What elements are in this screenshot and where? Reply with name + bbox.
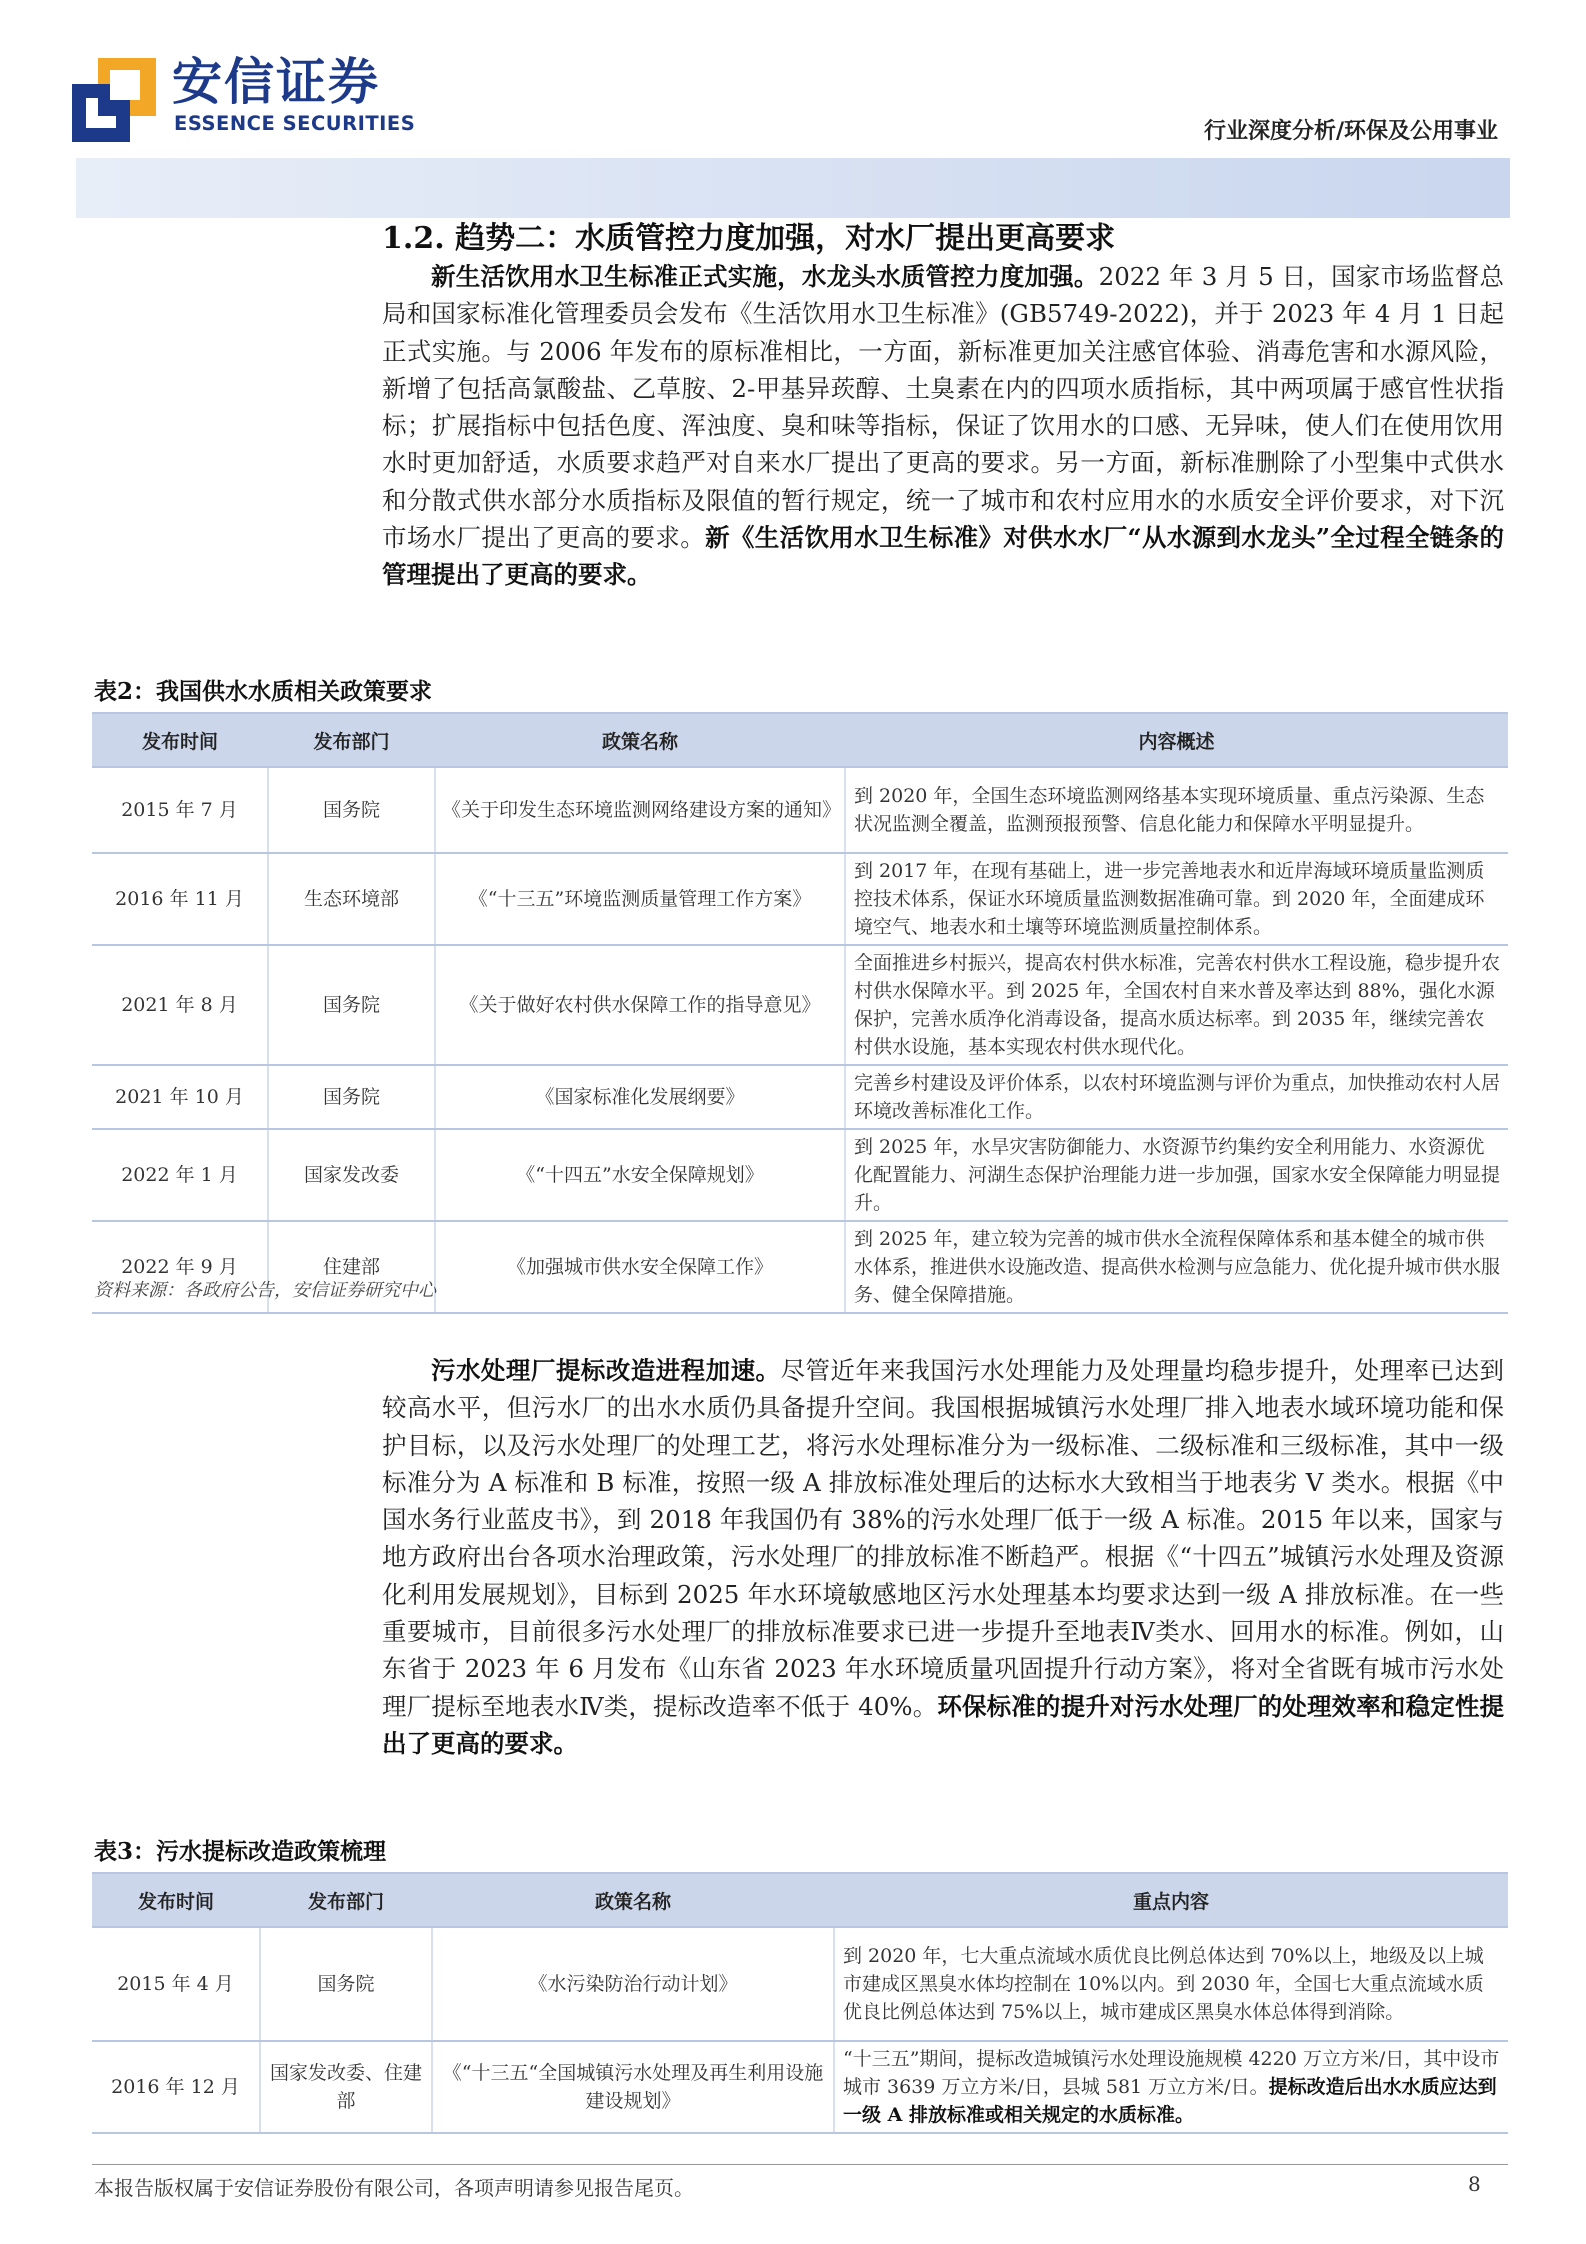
cell-key-content [834, 1927, 1508, 2041]
page-header [0, 0, 1586, 210]
cell-summary: 到 2025 年，水旱灾害防御能力、水资源节约集约安全利用能力、水资源优化配置能力、河湖生态保护治理能力进一步加强，国家水安全保障能力明显提升。 [845, 1129, 1508, 1221]
paragraph-2-lead: 污水处理厂提标改造进程加速。 [431, 1356, 781, 1385]
cell-dept: 国家发改委 [268, 1129, 435, 1221]
table-2-header-row [92, 1873, 1508, 1927]
cell-key-content [834, 2041, 1508, 2133]
table-1-header: 发布部门 [268, 713, 435, 767]
table-1-header: 内容概述 [845, 713, 1508, 767]
section-title: 1.2. 趋势二：水质管控力度加强，对水厂提出更高要求 [382, 221, 1116, 256]
cell-dept: 国务院 [260, 1927, 432, 2041]
table-1-header-row [92, 713, 1508, 767]
cell-policy: 《“十四五”水安全保障规划》 [435, 1129, 845, 1221]
cell-dept: 生态环境部 [268, 853, 435, 945]
cell-dept: 国务院 [268, 945, 435, 1065]
table-2-header: 政策名称 [432, 1873, 834, 1927]
footer-disclaimer: 本报告版权属于安信证券股份有限公司，各项声明请参见报告尾页。 [94, 2176, 694, 2200]
table-1-header: 发布时间 [92, 713, 268, 767]
cell-summary: 完善乡村建设及评价体系，以农村环境监测与评价为重点，加快推动农村人居环境改善标准化工作。 [845, 1065, 1508, 1129]
cell-summary: 到 2020 年，全国生态环境监测网络基本实现环境质量、重点污染源、生态状况监测全覆盖，监测预报预警、信息化能力和保障水平明显提升。 [845, 767, 1508, 853]
paragraph-1 [382, 258, 1504, 594]
table-row [92, 1927, 1508, 2041]
paragraph-2-body: 尽管近年来我国污水处理能力及处理量均稳步提升，处理率已达到较高水平，但污水厂的出水水质仍具备提升空间。我国根据城镇污水处理厂排入地表水域环境功能和保护目标，以及污水处理厂的处理工艺，将污水处理标准分为一级标准、二级标准和三级标准，其中一级标准分为 A 标准和 B 标准，按照一级 A 排放标准处理后的达标水大致相当于地表劣 V 类水。根据《中国水务行业蓝皮书》，到 2018 年我国仍有 38%的污水处理厂低于一级 A 标准。2015 年以来，国家与地方政府出台各项水治理政策，污水处理厂的排放标准不断趋严。根据《“十四五”城镇污水处理及资源化利用发展规划》，目标到 2025 年水环境敏感地区污水处理基本均要求达到一级 A 排放标准。在一些重要城市，目前很多污水处理厂的排放标准要求已进一步提升至地表Ⅳ类水、回用水的标准。例如，山东省于 2023 年 6 月发布《山东省 2023 年水环境质量巩固提升行动方案》，将对全省既有城市污水处理厂提标至地表水Ⅳ类，提标改造率不低于 40%。 [382, 1356, 1504, 1721]
cell-date: 2016 年 11 月 [92, 853, 268, 945]
cell-policy: 《国家标准化发展纲要》 [435, 1065, 845, 1129]
table-2-header: 发布部门 [260, 1873, 432, 1927]
cell-key-content-text: 到 2020 年，七大重点流域水质优良比例总体达到 70%以上，地级及以上城市建成区黑臭水体均控制在 10%以内。到 2030 年，全国七大重点流域水质优良比例总体达到 75%以上，城市建成区黑臭水体总体得到消除。 [843, 1945, 1484, 2023]
paragraph-2-tail: 环保标准的提升对污水处理厂的处理效率和稳定性提出了更高的要求。 [382, 1691, 1504, 1758]
paragraph-2 [382, 1352, 1504, 1762]
table-1-source: 资料来源：各政府公告，安信证券研究中心 [94, 1280, 436, 1301]
cell-policy: 《关于印发生态环境监测网络建设方案的通知》 [435, 767, 845, 853]
cell-policy: 《“十三五”环境监测质量管理工作方案》 [435, 853, 845, 945]
table-row [92, 1065, 1508, 1129]
footer-divider [92, 2164, 1508, 2165]
table-2-header: 重点内容 [834, 1873, 1508, 1927]
report-category: 行业深度分析/环保及公用事业 [1203, 118, 1498, 144]
table-1-title: 表2：我国供水水质相关政策要求 [94, 678, 433, 705]
paragraph-1-body: 2022 年 3 月 5 日，国家市场监督总局和国家标准化管理委员会发布《生活饮用水卫生标准》(GB5749-2022)，并于 2023 年 4 月 1 日起正式实施。与 2006 年发布的原标准相比，一方面，新标准更加关注感官体验、消毒危害和水源风险，新增了包括高氯酸盐、乙草胺、2-甲基异莰醇、土臭素在内的四项水质指标，其中两项属于感官性状指标；扩展指标中包括色度、浑浊度、臭和味等指标，保证了饮用水的口感、无异味，使人们在使用饮用水时更加舒适，水质要求趋严对自来水厂提出了更高的要求。另一方面，新标准删除了小型集中式供水和分散式供水部分水质指标及限值的暂行规定，统一了城市和农村应用水的水质安全评价要求，对下沉市场水厂提出了更高的要求。 [382, 262, 1504, 553]
logo-icon [72, 58, 156, 142]
logo-text-en: ESSENCE SECURITIES [174, 112, 416, 135]
cell-policy: 《关于做好农村供水保障工作的指导意见》 [435, 945, 845, 1065]
cell-policy: 《加强城市供水安全保障工作》 [435, 1221, 845, 1313]
table-2-header: 发布时间 [92, 1873, 260, 1927]
cell-date: 2015 年 7 月 [92, 767, 268, 853]
table-1-header: 政策名称 [435, 713, 845, 767]
table-1 [92, 712, 1508, 1314]
header-band [76, 158, 1510, 218]
cell-dept: 住建部 [268, 1221, 435, 1313]
table-2-title: 表3：污水提标改造政策梳理 [94, 1838, 387, 1865]
cell-summary: 全面推进乡村振兴，提高农村供水标准，完善农村供水工程设施，稳步提升农村供水保障水平。到 2025 年，全国农村自来水普及率达到 88%，强化水源保护，完善水质净化消毒设备，提高水质达标率。到 2035 年，继续完善农村供水设施，基本实现农村供水现代化。 [845, 945, 1508, 1065]
cell-summary: 到 2025 年，建立较为完善的城市供水全流程保障体系和基本健全的城市供水体系，推进供水设施改造、提高供水检测与应急能力、优化提升城市供水服务、健全保障措施。 [845, 1221, 1508, 1313]
page-number: 8 [1468, 2172, 1481, 2196]
table-row [92, 853, 1508, 945]
cell-summary: 到 2017 年，在现有基础上，进一步完善地表水和近岸海域环境质量监测质控技术体系，保证水环境质量监测数据准确可靠。到 2020 年，全面建成环境空气、地表水和土壤等环境监测质量控制体系。 [845, 853, 1508, 945]
paragraph-1-tail: 新《生活饮用水卫生标准》对供水水厂“从水源到水龙头”全过程全链条的管理提出了更高的要求。 [382, 523, 1505, 590]
cell-date: 2022 年 9 月 [92, 1221, 268, 1313]
table-2 [92, 1872, 1508, 2134]
paragraph-1-lead: 新生活饮用水卫生标准正式实施，水龙头水质管控力度加强。 [431, 262, 1099, 291]
table-row [92, 945, 1508, 1065]
cell-policy: 《水污染防治行动计划》 [432, 1927, 834, 2041]
cell-key-content-text: “十三五”期间，提标改造城镇污水处理设施规模 4220 万立方米/日，其中设市城市 3639 万立方米/日，县城 581 万立方米/日。 [843, 2048, 1500, 2098]
cell-date: 2022 年 1 月 [92, 1129, 268, 1221]
cell-date: 2021 年 8 月 [92, 945, 268, 1065]
logo-text-cn: 安信证券 [172, 53, 380, 111]
cell-policy: 《“十三五“全国城镇污水处理及再生利用设施建设规划》 [432, 2041, 834, 2133]
cell-date: 2015 年 4 月 [92, 1927, 260, 2041]
cell-dept: 国务院 [268, 1065, 435, 1129]
cell-key-content-bold: 提标改造后出水水质应达到一级 A 排放标准或相关规定的水质标准。 [843, 2076, 1497, 2126]
cell-date: 2021 年 10 月 [92, 1065, 268, 1129]
table-row [92, 2041, 1508, 2133]
table-row [92, 767, 1508, 853]
cell-dept: 国家发改委、住建部 [260, 2041, 432, 2133]
cell-dept: 国务院 [268, 767, 435, 853]
cell-date: 2016 年 12 月 [92, 2041, 260, 2133]
table-row [92, 1129, 1508, 1221]
